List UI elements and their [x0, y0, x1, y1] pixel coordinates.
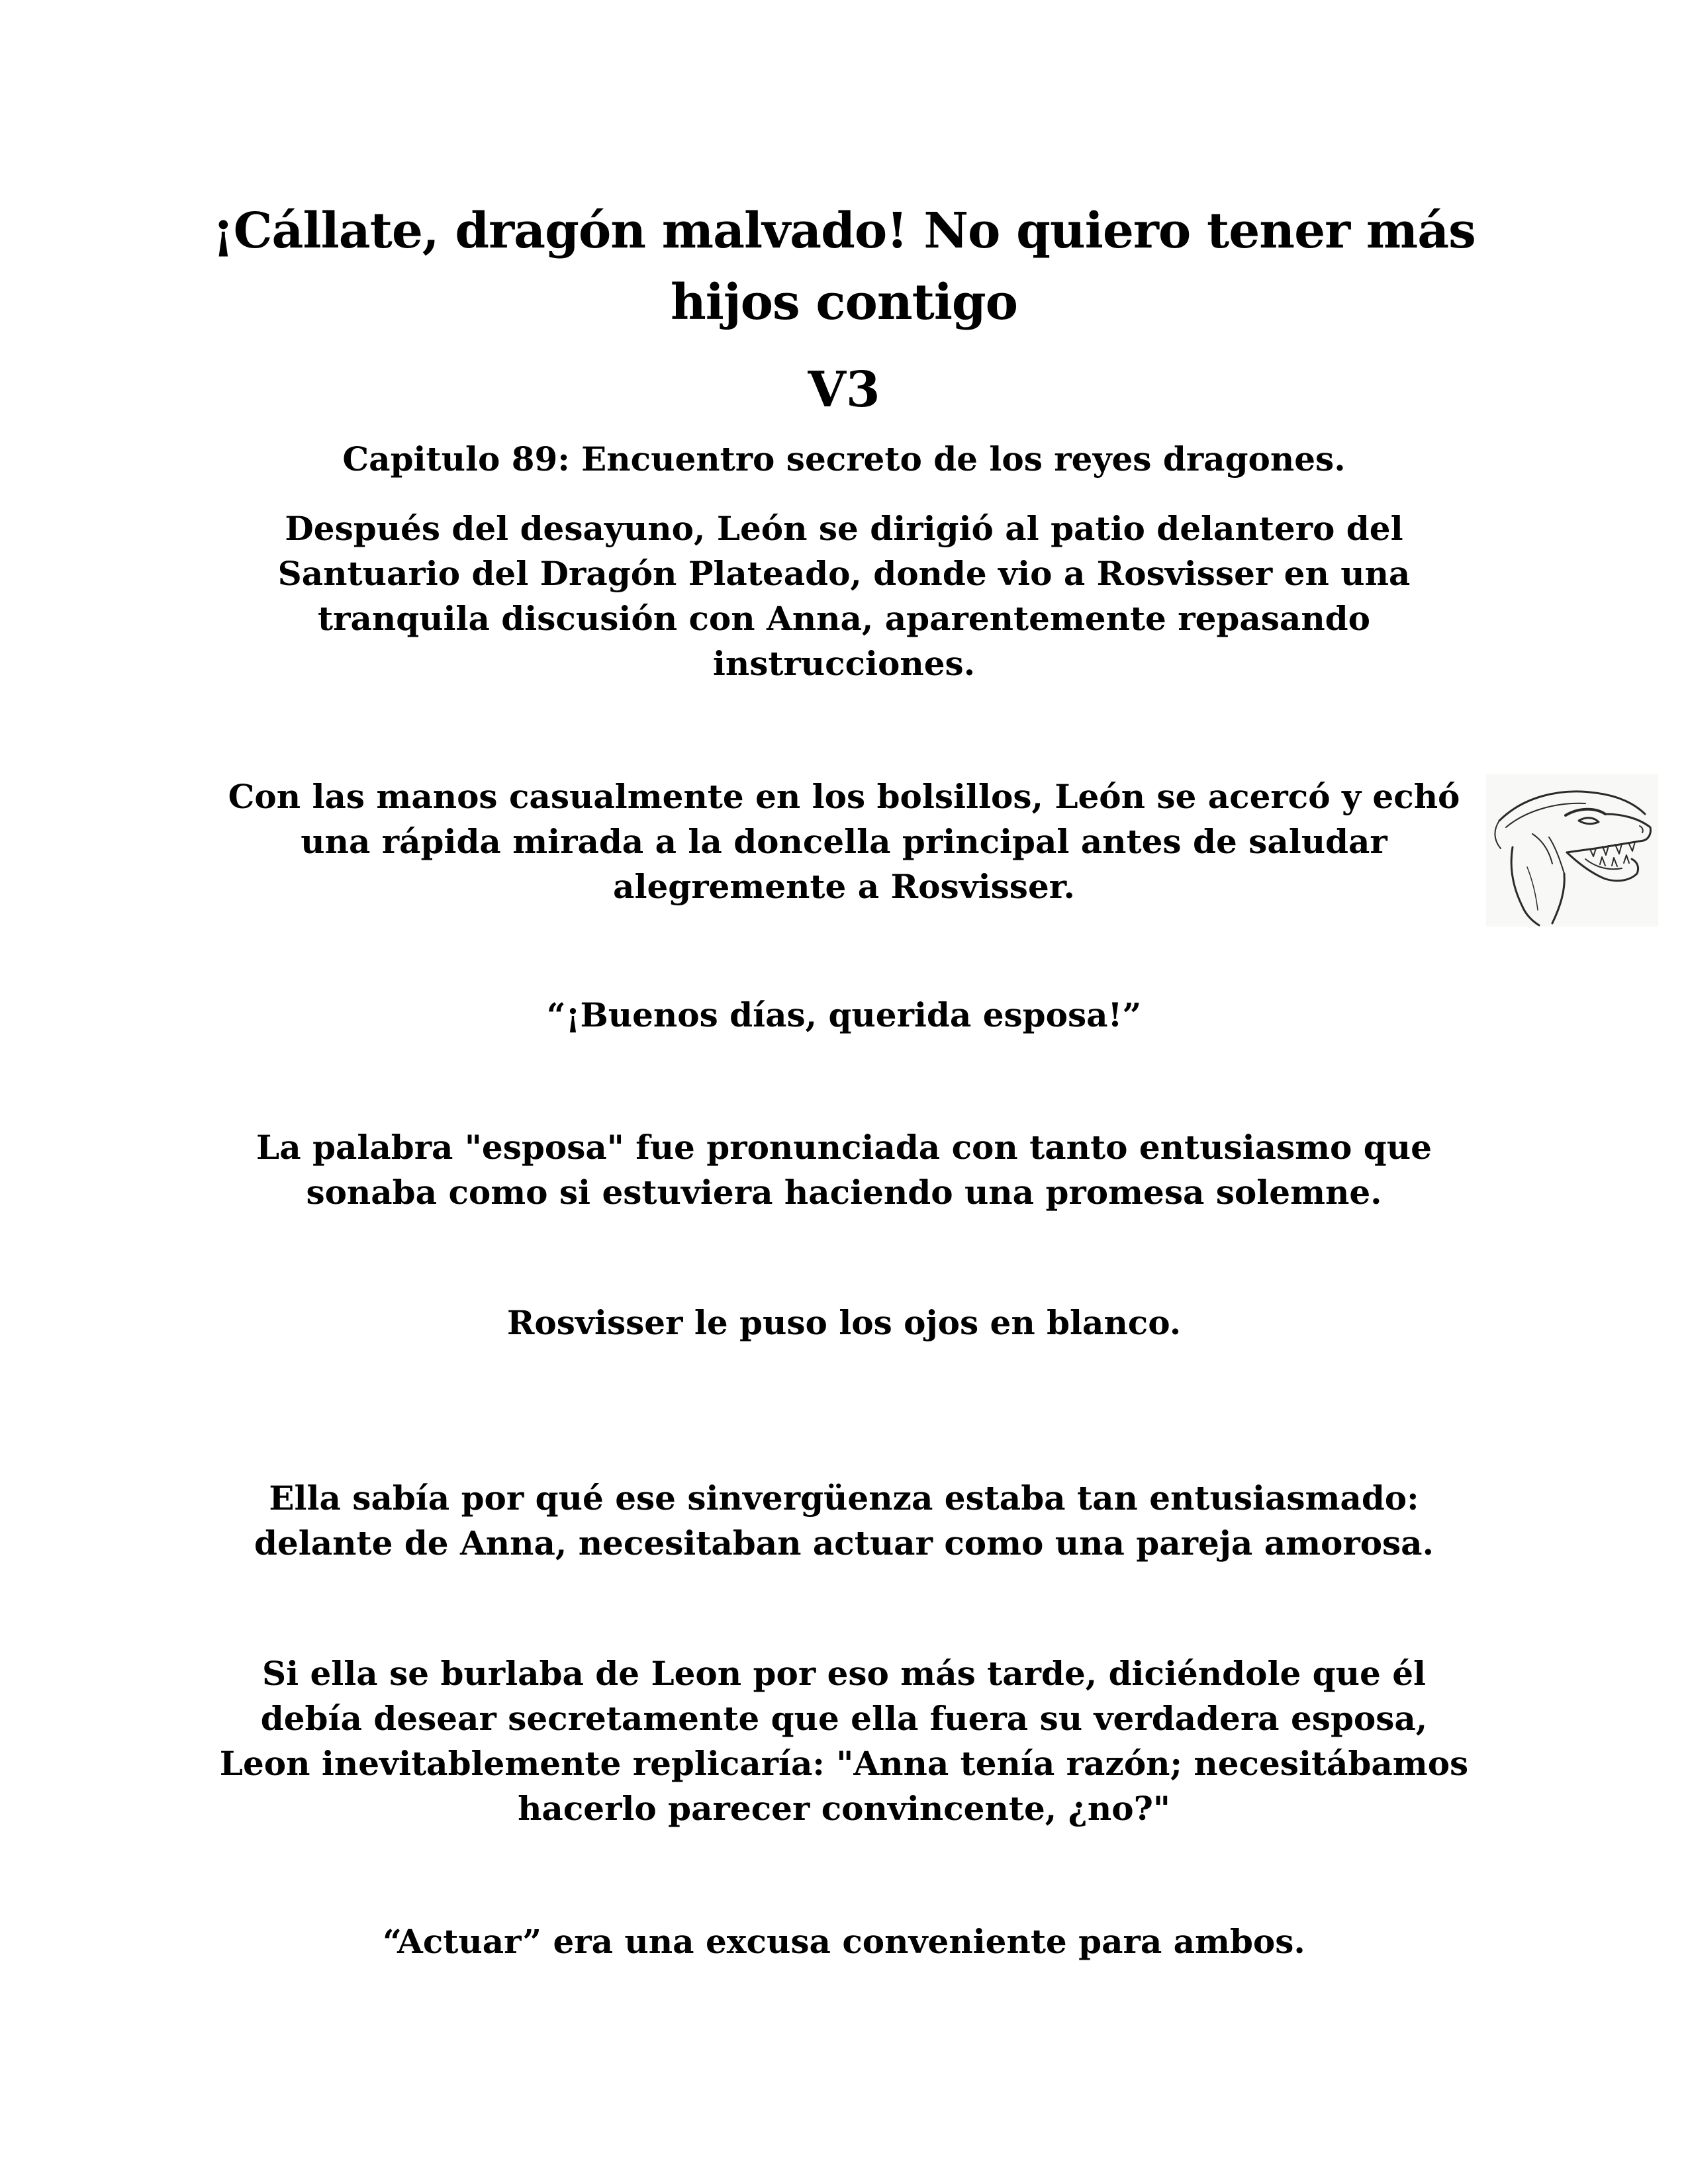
document-title: ¡Cállate, dragón malvado! No quiero tener más hijos contigo [212, 203, 1476, 331]
paragraph-5: Rosvisser le puso los ojos en blanco. [506, 1303, 1182, 1342]
paragraph-4: La palabra "esposa" fue pronunciada con tanto entusiasmo que sonaba como si estuviera haciendo una promesa solemne. [256, 1128, 1432, 1212]
chapter-heading: Capitulo 89: Encuentro secreto de los reyes dragones. [342, 439, 1346, 478]
dragon-head-sketch-icon [1486, 774, 1658, 927]
paragraph-2: Con las manos casualmente en los bolsillos, León se acercó y echó una rápida mirada a la doncella principal antes de saludar alegremente a Rosvisser. [228, 777, 1460, 906]
paragraph-7: Si ella se burlaba de Leon por eso más tarde, diciéndole que él debía desear secretamente que ella fuera su verdadera esposa, Leon inevitablemente replicaría: "Anna tenía razón; necesitábamos hacerlo parecer convincente, ¿no?" [219, 1654, 1469, 1828]
paragraph-1: Después del desayuno, León se dirigió al patio delantero del Santuario del Dragón Plateado, donde vio a Rosvisser en una tranquila discusión con Anna, aparentemente repasando instrucciones. [277, 509, 1411, 683]
paragraph-8: “Actuar” era una excusa conveniente para ambos. [383, 1922, 1305, 1961]
paragraph-6: Ella sabía por qué ese sinvergüenza estaba tan entusiasmado: delante de Anna, necesitaban actuar como una pareja amorosa. [254, 1479, 1434, 1563]
paragraph-3: “¡Buenos días, querida esposa!” [546, 995, 1142, 1034]
volume-label: V3 [808, 361, 880, 418]
